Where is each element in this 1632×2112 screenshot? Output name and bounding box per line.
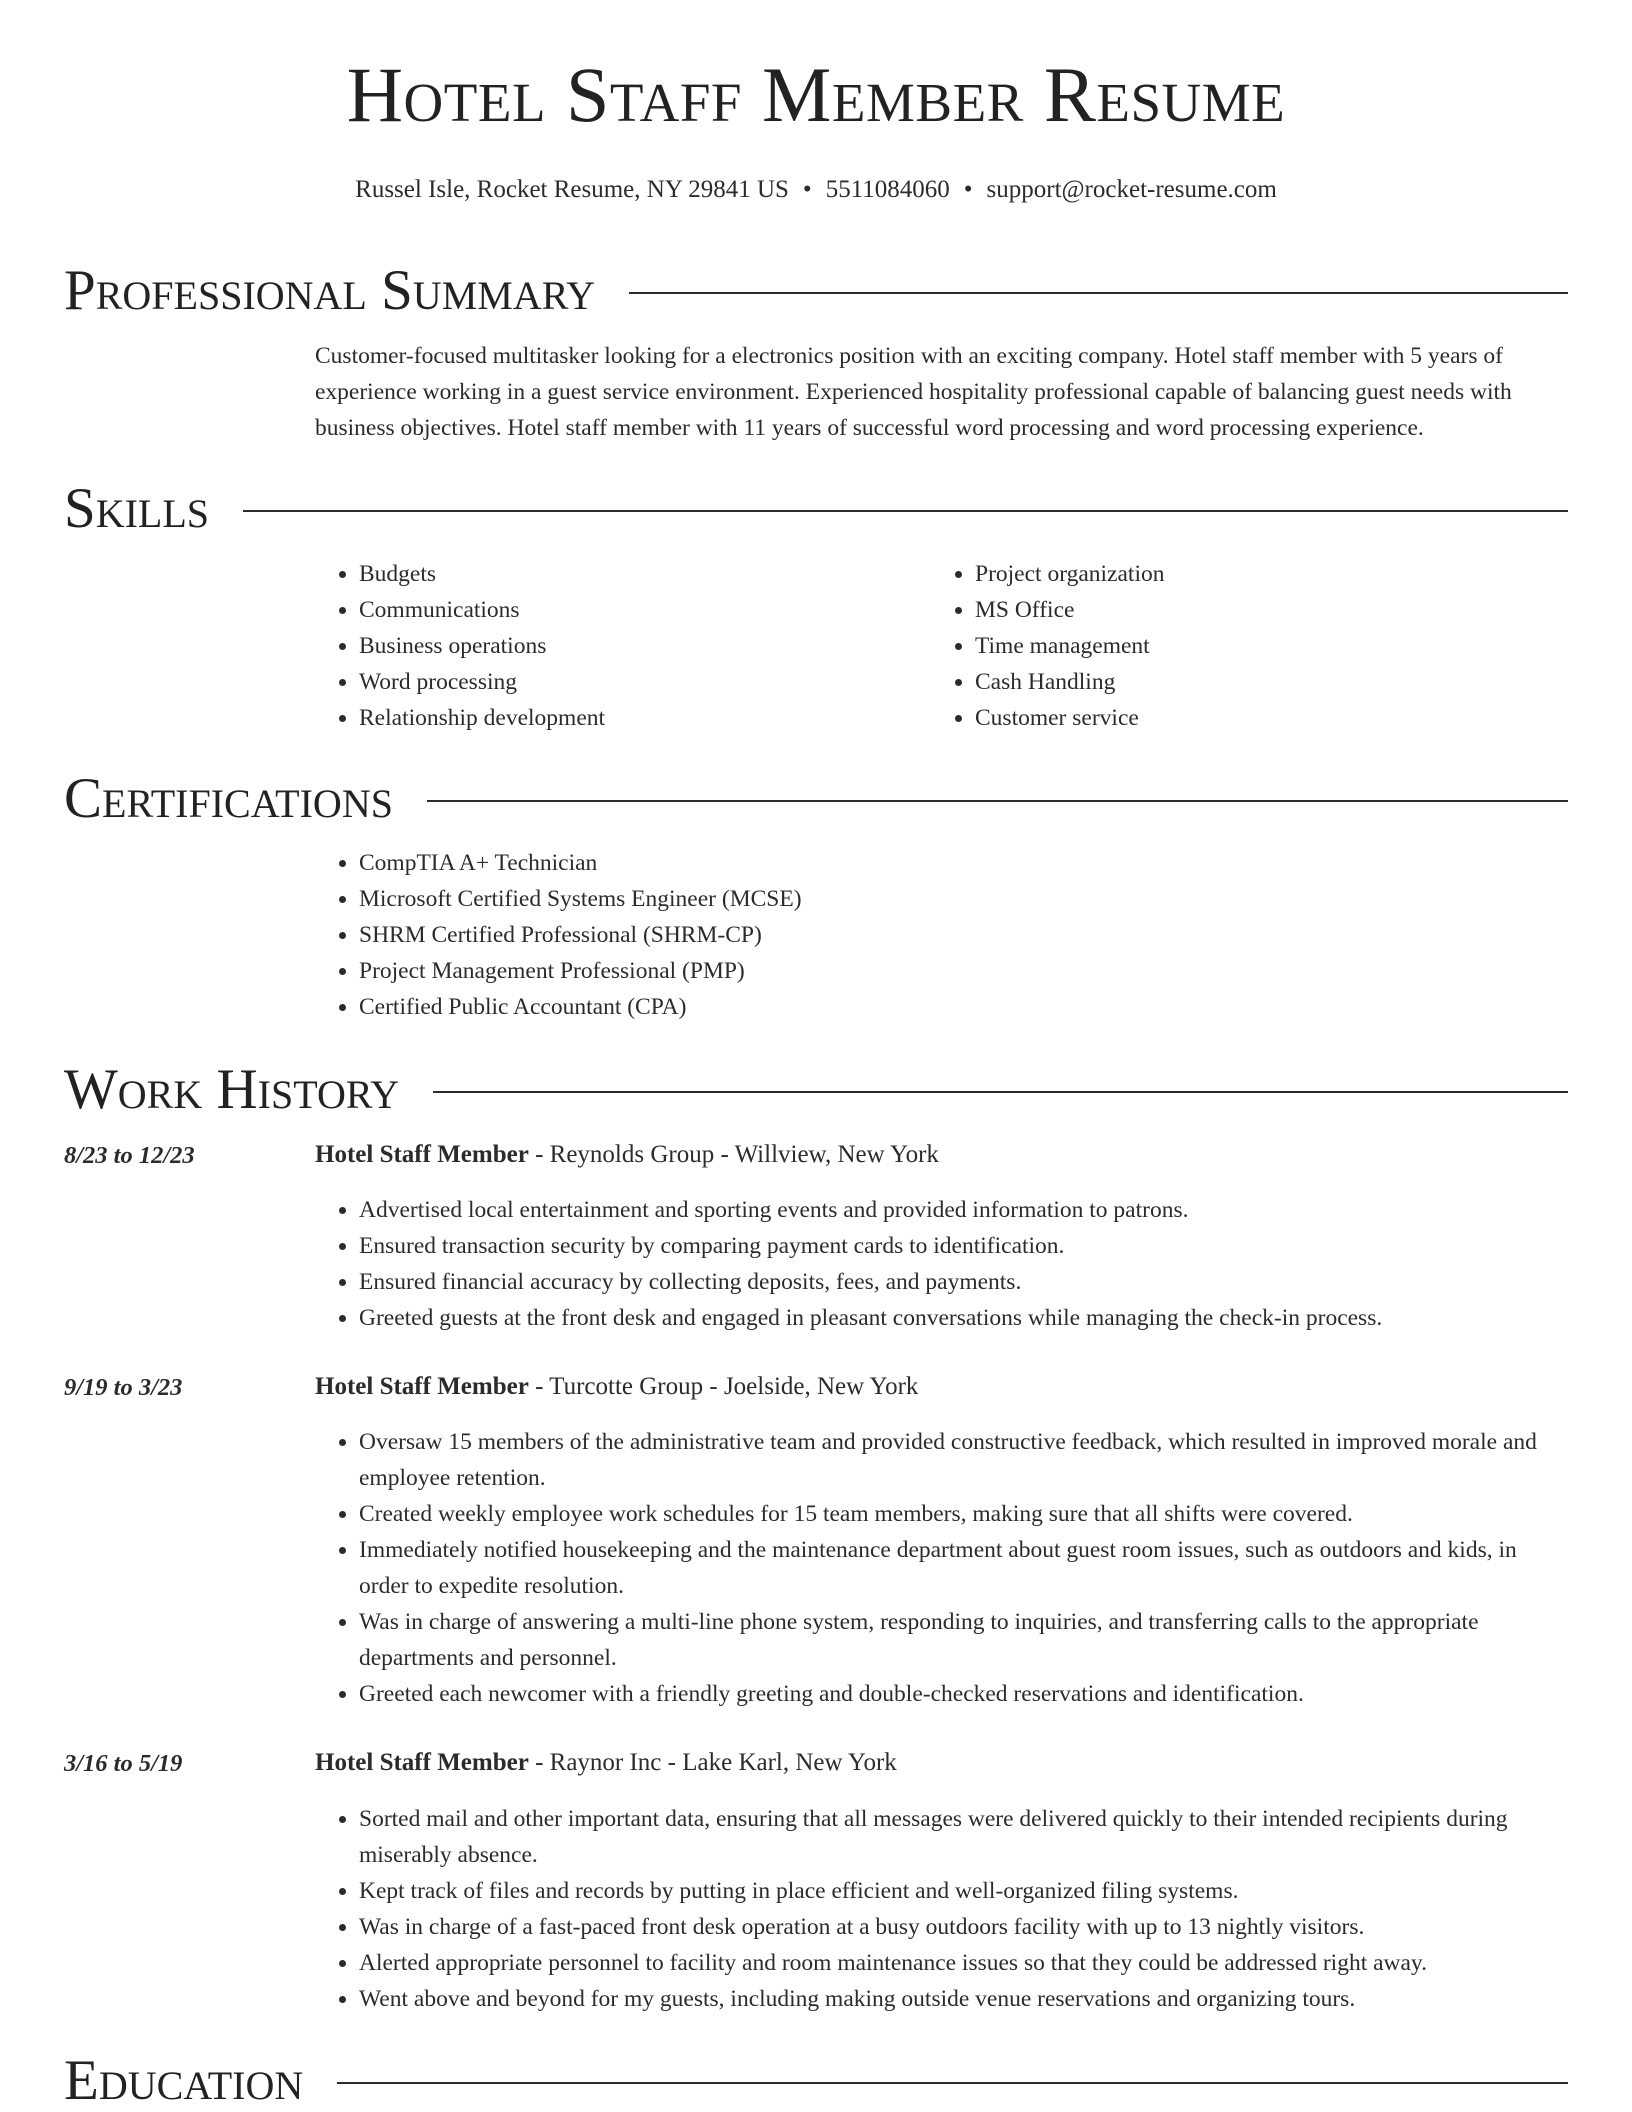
job-title: Hotel Staff Member — [315, 1749, 529, 1776]
job-bullet: • Immediately notified housekeeping and the maintenance department about guest room issues, such as outdoors and kids, in order to expedite resolution. — [359, 1532, 1570, 1604]
section-title-certifications: Certifications — [64, 767, 393, 830]
job-company: - Reynolds Group - Willview, New York — [528, 1141, 939, 1168]
job-bullet: • Ensured financial accuracy by collecting deposits, fees, and payments. — [359, 1264, 1570, 1300]
section-divider — [337, 2082, 1568, 2084]
skill-item: • Project organization — [975, 556, 1531, 592]
skill-item: • Relationship development — [359, 700, 915, 736]
job-bullet: • Alerted appropriate personnel to facility and room maintenance issues so that they could be addressed right away. — [359, 1945, 1570, 1981]
job-heading — [315, 1373, 918, 1401]
section-header-education — [64, 2049, 1568, 2112]
job-bullet: • Sorted mail and other important data, ensuring that all messages were delivered quickly to their intended recipients during miserably absence. — [359, 1801, 1570, 1873]
skill-item: • Customer service — [975, 700, 1531, 736]
contact-phone: 5511084060 — [825, 176, 950, 203]
skill-item: • Communications — [359, 592, 915, 628]
job-dates: 9/19 to 3/23 — [64, 1374, 183, 1401]
skill-item: • Business operations — [359, 628, 915, 664]
job-bullet: • Was in charge of answering a multi-line phone system, responding to inquiries, and transferring calls to the appropriate departments and personnel. — [359, 1604, 1570, 1676]
skill-item: • MS Office — [975, 592, 1531, 628]
summary-text: Customer-focused multitasker looking for a electronics position with an exciting company. Hotel staff member with 5 years of experience working in a guest service environment. Experienced hospitality professional capable of balancing guest needs with business objectives. Hotel staff member with 11 years of successful word processing and word processing experience. — [315, 343, 1512, 441]
job-bullet: • Oversaw 15 members of the administrative team and provided constructive feedback, which resulted in improved morale and employee retention. — [359, 1424, 1570, 1496]
skills-column-right — [931, 556, 1531, 736]
section-divider — [629, 292, 1568, 294]
job-bullet: • Was in charge of a fast-paced front desk operation at a busy outdoors facility with up to 13 nightly visitors. — [359, 1909, 1570, 1945]
job-bullets-block — [315, 1192, 1570, 1336]
certification-item: • Certified Public Accountant (CPA) — [359, 989, 1570, 1025]
certification-item: • Microsoft Certified Systems Engineer (MCSE) — [359, 881, 1570, 917]
skill-item: • Budgets — [359, 556, 915, 592]
section-divider — [433, 1091, 1568, 1093]
job-bullets-block — [315, 1424, 1570, 1712]
resume-title: Hotel Staff Member Resume — [346, 51, 1286, 138]
job-bullets-block — [315, 1801, 1570, 2017]
skills-list-right — [931, 556, 1531, 736]
skill-item: • Cash Handling — [975, 664, 1531, 700]
section-header-skills — [64, 477, 1568, 540]
contact-email: support@rocket-resume.com — [986, 176, 1277, 203]
section-title-summary: Professional Summary — [64, 259, 596, 322]
job-heading — [315, 1141, 939, 1169]
skill-item: • Word processing — [359, 664, 915, 700]
skills-column-left — [315, 556, 915, 736]
job-bullet-list — [315, 1801, 1570, 2017]
section-divider — [427, 800, 1568, 802]
contact-address: Russel Isle, Rocket Resume, NY 29841 US — [355, 176, 789, 203]
job-bullet: • Went above and beyond for my guests, including making outside venue reservations and organizing tours. — [359, 1981, 1570, 2017]
section-title-skills: Skills — [64, 477, 210, 540]
job-bullet-list — [315, 1192, 1570, 1336]
job-title: Hotel Staff Member — [315, 1373, 529, 1400]
job-bullet: • Greeted each newcomer with a friendly greeting and double-checked reservations and identification. — [359, 1676, 1570, 1712]
certifications-list — [315, 845, 1570, 1025]
section-header-certifications — [64, 767, 1568, 830]
certifications-block — [315, 845, 1570, 1025]
job-heading — [315, 1749, 897, 1777]
job-dates: 3/16 to 5/19 — [64, 1750, 183, 1777]
job-bullet: • Created weekly employee work schedules for 15 team members, making sure that all shifts were covered. — [359, 1496, 1570, 1532]
section-title-work-history: Work History — [64, 1058, 400, 1121]
contact-separator: • — [802, 176, 812, 203]
section-divider — [243, 510, 1568, 512]
skills-list-left — [315, 556, 915, 736]
section-header-work-history — [64, 1058, 1568, 1121]
section-header-summary — [64, 259, 1568, 322]
job-company: - Turcotte Group - Joelside, New York — [528, 1373, 919, 1400]
certification-item: • SHRM Certified Professional (SHRM-CP) — [359, 917, 1570, 953]
contact-line — [0, 176, 1632, 204]
job-bullet: • Ensured transaction security by comparing payment cards to identification. — [359, 1228, 1570, 1264]
section-title-education: Education — [64, 2049, 304, 2112]
contact-separator: • — [963, 176, 973, 203]
job-bullet-list — [315, 1424, 1570, 1712]
job-dates: 8/23 to 12/23 — [64, 1142, 195, 1169]
job-title: Hotel Staff Member — [315, 1141, 529, 1168]
job-bullet: • Advertised local entertainment and sporting events and provided information to patrons. — [359, 1192, 1570, 1228]
certification-item: • CompTIA A+ Technician — [359, 845, 1570, 881]
skill-item: • Time management — [975, 628, 1531, 664]
job-company: - Raynor Inc - Lake Karl, New York — [528, 1749, 897, 1776]
certification-item: • Project Management Professional (PMP) — [359, 953, 1570, 989]
job-bullet: • Greeted guests at the front desk and engaged in pleasant conversations while managing the check-in process. — [359, 1300, 1570, 1336]
job-bullet: • Kept track of files and records by putting in place efficient and well-organized filing systems. — [359, 1873, 1570, 1909]
